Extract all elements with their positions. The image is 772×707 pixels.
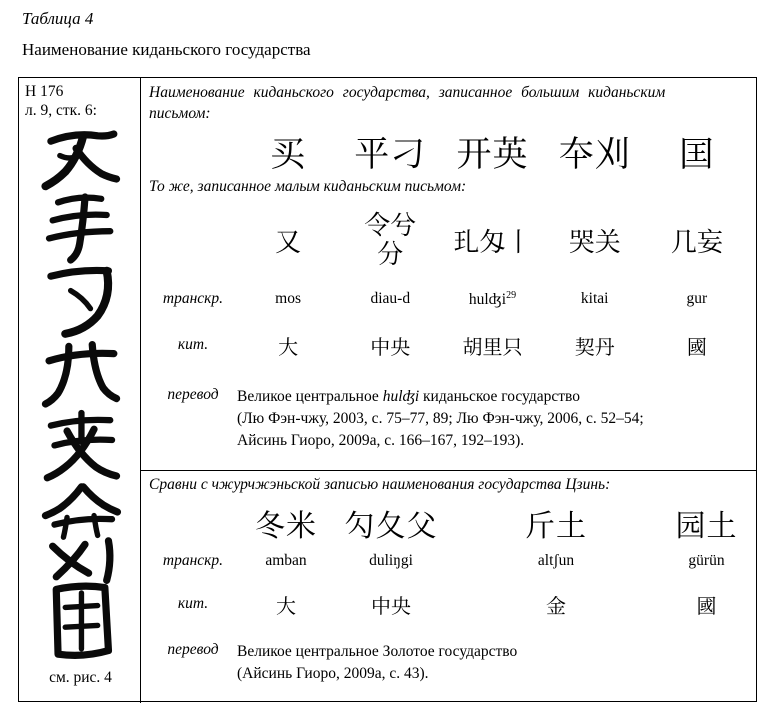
- translation-segment: киданьское государство: [419, 387, 580, 405]
- chinese-value: 大: [278, 336, 299, 359]
- source-cell: [19, 78, 141, 703]
- chinese-value: 國: [696, 595, 717, 618]
- jurchen-section: [141, 471, 756, 703]
- translation-line: Великое центральное Золотое государство: [237, 642, 518, 660]
- jurchen-intro: Сравни с чжурчжэньской записью наименования государства Цзинь:: [149, 476, 611, 493]
- translation-text: [237, 386, 748, 452]
- citation-line: Айсинь Гиоро, 2009а, с. 166–167, 192–193).: [237, 431, 525, 449]
- row-label-chinese: кит.: [177, 595, 209, 613]
- transcription-row: [149, 290, 748, 309]
- khitan-small-glyph: 分: [377, 240, 404, 270]
- row-label-translation: перевод: [167, 640, 219, 658]
- calligraphy-strokes-graphic: [37, 125, 125, 665]
- transcription-value: amban: [265, 551, 307, 569]
- translation-row: [149, 386, 748, 452]
- chinese-value: 中央: [370, 336, 411, 359]
- transcription-value: diau-d: [370, 290, 411, 308]
- figure-reference: см. рис. 4: [49, 668, 112, 686]
- khitan-section: [141, 78, 756, 471]
- jurchen-script-row: [149, 498, 748, 548]
- transcription-term: hulʤi: [468, 290, 507, 308]
- table: [18, 77, 757, 702]
- row-label-transcription: транскр.: [162, 290, 224, 308]
- row-label-chinese: кит.: [177, 336, 209, 354]
- chinese-value: 契丹: [574, 336, 615, 359]
- transcription-value: mos: [275, 290, 302, 308]
- footnote-marker: 29: [506, 289, 517, 301]
- row-label-transcription: транскр.: [162, 551, 224, 569]
- chinese-value: 中央: [371, 595, 411, 618]
- transcription-value: gur: [686, 290, 708, 308]
- khitan-large-glyph: 囯: [678, 134, 715, 174]
- row-label-translation: перевод: [167, 385, 219, 403]
- khitan-small-glyph: 玌匁丨: [453, 228, 532, 258]
- translation-term: hulʤi: [382, 387, 420, 405]
- manuscript-locus: л. 9, стк. 6:: [25, 102, 97, 120]
- transcription-value: altʃun: [537, 551, 575, 569]
- khitan-small-glyph-block: [339, 211, 441, 270]
- khitan-small-glyph: 又: [275, 228, 302, 258]
- citation-line: (Айсинь Гиоро, 2009а, с. 43).: [237, 664, 429, 682]
- table-caption-title: Наименование киданьского государства: [22, 40, 311, 60]
- khitan-large-glyph: 平刁: [354, 134, 427, 174]
- transcription-value: kitai: [580, 290, 609, 308]
- khitan-small-script-row: [149, 198, 748, 284]
- transcription-value: gürün: [688, 551, 725, 569]
- khitan-large-glyph: 夲刈: [558, 134, 631, 174]
- chinese-row: [149, 590, 748, 619]
- chinese-row: [149, 331, 748, 360]
- jurchen-glyph: 园土: [675, 509, 738, 543]
- chinese-value: 金: [546, 595, 566, 618]
- khitan-large-script-row: [149, 127, 748, 177]
- khitan-small-intro: То же, записанное малым киданьским письмом:: [149, 177, 467, 195]
- chinese-value: 國: [686, 336, 707, 359]
- content-column: [141, 78, 756, 703]
- translation-text: [237, 641, 748, 685]
- intro-line: письмом:: [149, 104, 211, 122]
- transcription-value: duliŋgi: [369, 551, 413, 569]
- transcription-value: [441, 290, 543, 309]
- jurchen-glyph: 勽夂父: [344, 509, 438, 543]
- chinese-value: 胡里只: [462, 336, 523, 359]
- transcription-row: [149, 552, 748, 570]
- khitan-small-glyph: 令兮: [364, 211, 417, 241]
- khitan-small-glyph: 几妄: [670, 228, 723, 258]
- khitan-large-glyph: 开英: [456, 134, 529, 174]
- translation-line: [237, 386, 744, 408]
- khitan-large-intro: [149, 83, 748, 125]
- manuscript-id: Н 176: [25, 83, 64, 100]
- citation-line: (Лю Фэн-чжу, 2003, с. 75–77, 89; Лю Фэн-чжу, 2006, с. 52–54;: [237, 409, 644, 427]
- chinese-value: 大: [276, 595, 296, 618]
- table-caption-label: Таблица 4: [22, 9, 94, 28]
- khitan-small-glyph: 哭关: [568, 228, 621, 258]
- translation-row: [149, 641, 748, 685]
- khitan-calligraphy-image: [37, 125, 125, 665]
- table-caption: [0, 0, 772, 61]
- translation-segment: Великое центральное: [237, 387, 383, 405]
- khitan-large-glyph: 买: [270, 134, 307, 174]
- jurchen-glyph: 斤土: [525, 509, 587, 543]
- intro-line: Наименование киданьского государства, записанное большим киданьским: [149, 84, 666, 101]
- jurchen-glyph: 冬米: [255, 509, 317, 543]
